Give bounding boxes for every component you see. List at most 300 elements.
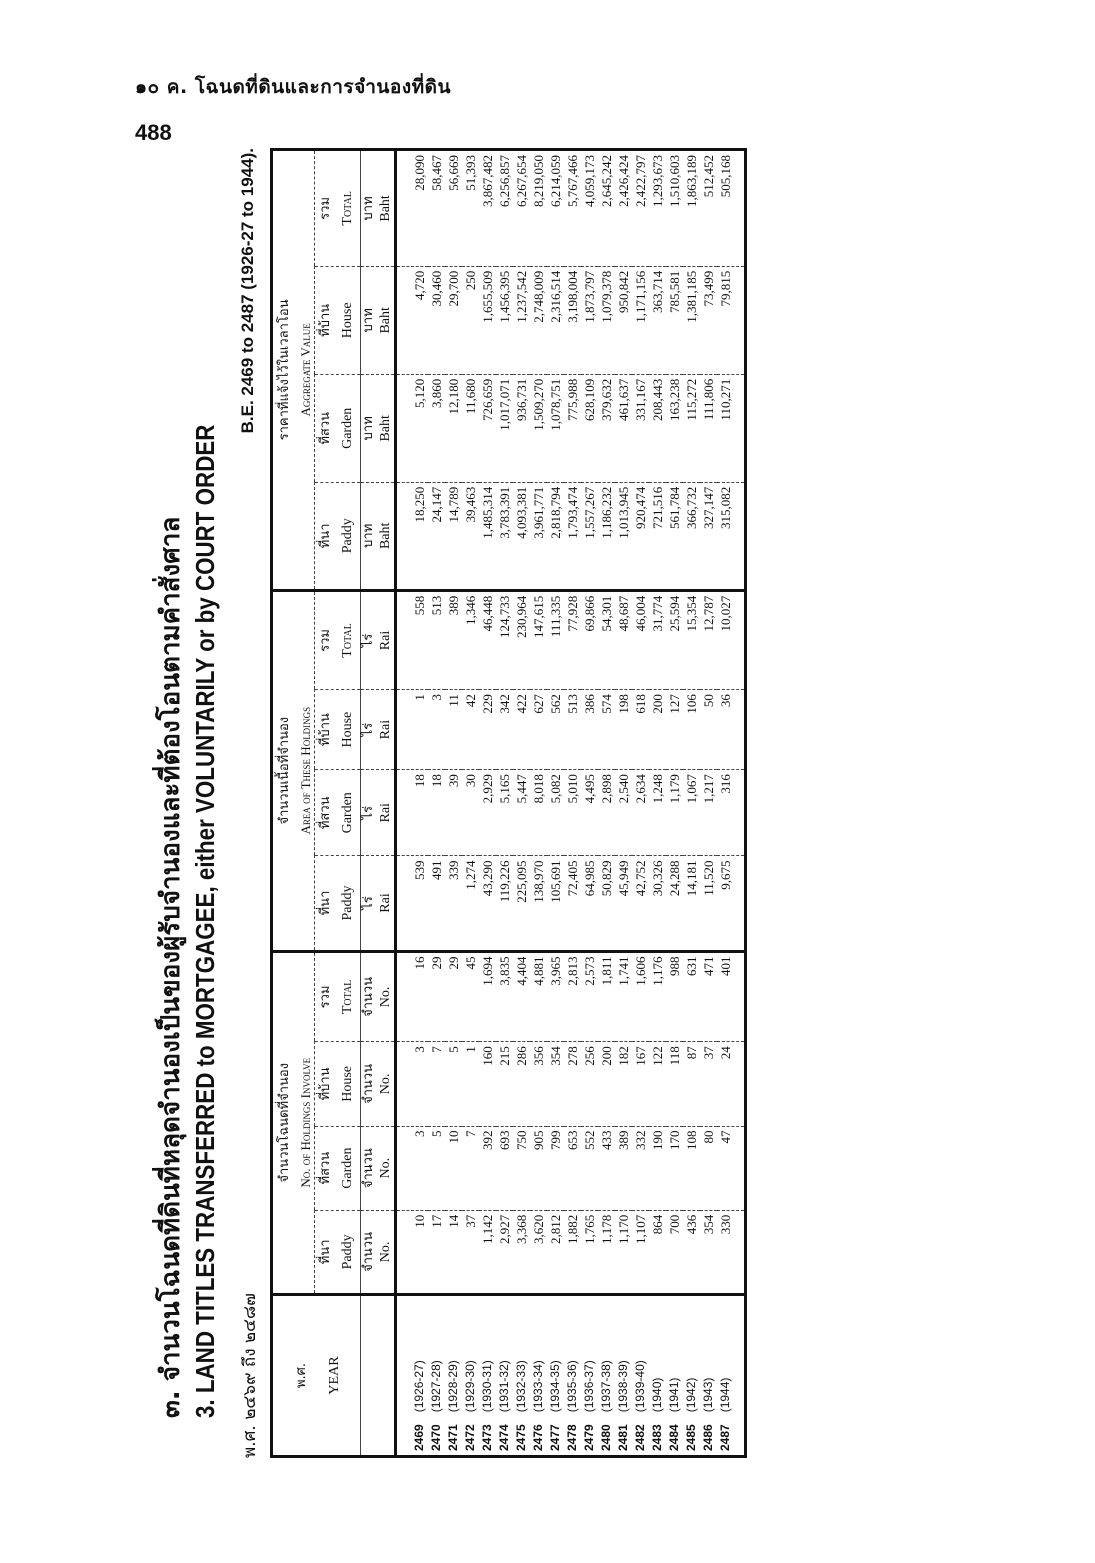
cell-v-house: 73,499 bbox=[700, 266, 717, 374]
cell-a-total: 147,615 bbox=[530, 590, 547, 689]
year-be: 2473 bbox=[480, 1424, 495, 1451]
cell-v-house: 29,700 bbox=[445, 266, 462, 374]
cell-v-house: 363,714 bbox=[649, 266, 666, 374]
unit-holdings: จำนวน No. bbox=[360, 951, 396, 1042]
cell-v-total: 2,426,424 bbox=[615, 150, 632, 267]
cell-v-paddy: 1,793,474 bbox=[564, 482, 581, 590]
cell-a-paddy: 339 bbox=[445, 856, 462, 951]
cell-h-total: 3,965 bbox=[547, 951, 564, 1042]
cell-v-garden: 1,078,751 bbox=[547, 374, 564, 482]
year-ce: (1935-36) bbox=[565, 1360, 580, 1413]
cell-a-house: 562 bbox=[547, 690, 564, 770]
cell-v-garden: 1,509,270 bbox=[530, 374, 547, 482]
cell-h-paddy: 1,107 bbox=[632, 1210, 649, 1294]
year-be: 2469 bbox=[412, 1424, 427, 1451]
cell-v-paddy: 14,789 bbox=[445, 482, 462, 590]
cell-a-paddy: 1,274 bbox=[462, 856, 479, 951]
cell-a-total: 25,594 bbox=[666, 590, 683, 689]
year-ce: (1928-29) bbox=[446, 1360, 461, 1413]
running-head: ๑๐ ค. โฉนดที่ดินและการจำนองที่ดิน bbox=[135, 76, 451, 98]
cell-h-house: 118 bbox=[666, 1042, 683, 1126]
year-cell bbox=[717, 1294, 746, 1456]
cell-a-total: 54,301 bbox=[598, 590, 615, 689]
cell-h-garden: 5 bbox=[428, 1126, 445, 1210]
cell-a-garden: 1,067 bbox=[683, 770, 700, 856]
cell-h-garden: 47 bbox=[717, 1126, 746, 1210]
cell-a-paddy: 50,829 bbox=[598, 856, 615, 951]
col-holdings-house: ที่บ้าน House bbox=[315, 1042, 361, 1126]
cell-h-garden: 799 bbox=[547, 1126, 564, 1210]
cell-h-paddy: 10 bbox=[396, 1210, 429, 1294]
unit-area: ไร่ Rai bbox=[360, 690, 396, 770]
cell-v-garden: 3,860 bbox=[428, 374, 445, 482]
year-be: 2480 bbox=[599, 1424, 614, 1451]
cell-v-garden: 5,120 bbox=[396, 374, 429, 482]
year-cell bbox=[530, 1294, 547, 1456]
cell-a-paddy: 491 bbox=[428, 856, 445, 951]
land-titles-table bbox=[270, 148, 747, 1458]
cell-h-garden: 389 bbox=[615, 1126, 632, 1210]
table-row bbox=[649, 150, 666, 1457]
value-group-header bbox=[272, 150, 315, 591]
cell-v-house: 950,842 bbox=[615, 266, 632, 374]
col-holdings-total: รวม Total bbox=[315, 951, 361, 1042]
cell-v-paddy: 3,961,771 bbox=[530, 482, 547, 590]
cell-h-garden: 750 bbox=[513, 1126, 530, 1210]
cell-h-house: 3 bbox=[396, 1042, 429, 1126]
col-value-house: ที่บ้าน House bbox=[315, 266, 361, 374]
cell-h-house: 37 bbox=[700, 1042, 717, 1126]
cell-v-garden: 11,680 bbox=[462, 374, 479, 482]
cell-h-paddy: 436 bbox=[683, 1210, 700, 1294]
cell-a-total: 111,335 bbox=[547, 590, 564, 689]
cell-a-paddy: 138,970 bbox=[530, 856, 547, 951]
table-titles bbox=[150, 148, 270, 1458]
cell-v-garden: 936,731 bbox=[513, 374, 530, 482]
cell-a-total: 513 bbox=[428, 590, 445, 689]
cell-a-total: 389 bbox=[445, 590, 462, 689]
cell-h-house: 278 bbox=[564, 1042, 581, 1126]
cell-a-garden: 18 bbox=[396, 770, 429, 856]
cell-h-total: 45 bbox=[462, 951, 479, 1042]
year-cell bbox=[445, 1294, 462, 1456]
year-cell bbox=[598, 1294, 615, 1456]
cell-h-house: 354 bbox=[547, 1042, 564, 1126]
value-group-thai: ราคาที่แจ้งไว้ในเวลาโอน bbox=[277, 299, 292, 441]
cell-v-garden: 163,238 bbox=[666, 374, 683, 482]
cell-v-garden: 110,271 bbox=[717, 374, 746, 482]
cell-a-garden: 5,082 bbox=[547, 770, 564, 856]
year-be: 2484 bbox=[667, 1424, 682, 1451]
cell-h-total: 988 bbox=[666, 951, 683, 1042]
cell-a-garden: 5,165 bbox=[496, 770, 513, 856]
table-row bbox=[564, 150, 581, 1457]
cell-h-garden: 693 bbox=[496, 1126, 513, 1210]
cell-a-total: 46,004 bbox=[632, 590, 649, 689]
cell-a-total: 1,346 bbox=[462, 590, 479, 689]
table-row bbox=[632, 150, 649, 1457]
cell-a-garden: 2,634 bbox=[632, 770, 649, 856]
cell-a-house: 1 bbox=[396, 690, 429, 770]
cell-h-total: 4,404 bbox=[513, 951, 530, 1042]
cell-a-garden: 4,495 bbox=[581, 770, 598, 856]
cell-v-total: 5,767,466 bbox=[564, 150, 581, 267]
year-header bbox=[272, 1294, 361, 1456]
year-ce: (1927-28) bbox=[429, 1360, 444, 1413]
cell-a-total: 31,774 bbox=[649, 590, 666, 689]
cell-v-house: 1,873,797 bbox=[581, 266, 598, 374]
year-cell bbox=[700, 1294, 717, 1456]
cell-a-paddy: 11,520 bbox=[700, 856, 717, 951]
cell-h-garden: 332 bbox=[632, 1126, 649, 1210]
cell-v-house: 785,581 bbox=[666, 266, 683, 374]
cell-a-total: 10,027 bbox=[717, 590, 746, 689]
cell-h-total: 16 bbox=[396, 951, 429, 1042]
cell-a-total: 124,733 bbox=[496, 590, 513, 689]
cell-a-house: 627 bbox=[530, 690, 547, 770]
unit-value: บาท Baht bbox=[360, 150, 396, 267]
cell-v-house: 1,237,542 bbox=[513, 266, 530, 374]
cell-v-paddy: 327,147 bbox=[700, 482, 717, 590]
cell-h-total: 631 bbox=[683, 951, 700, 1042]
cell-a-total: 558 bbox=[396, 590, 429, 689]
cell-v-total: 8,219,050 bbox=[530, 150, 547, 267]
cell-a-paddy: 539 bbox=[396, 856, 429, 951]
cell-a-house: 11 bbox=[445, 690, 462, 770]
year-cell bbox=[632, 1294, 649, 1456]
cell-v-paddy: 315,082 bbox=[717, 482, 746, 590]
year-be: 2470 bbox=[429, 1424, 444, 1451]
cell-v-house: 1,079,378 bbox=[598, 266, 615, 374]
cell-h-house: 167 bbox=[632, 1042, 649, 1126]
col-value-paddy: ที่นา Paddy bbox=[315, 482, 361, 590]
year-cell bbox=[396, 1294, 429, 1456]
table-row bbox=[666, 150, 683, 1457]
cell-a-garden: 1,179 bbox=[666, 770, 683, 856]
cell-h-total: 1,741 bbox=[615, 951, 632, 1042]
cell-a-garden: 1,217 bbox=[700, 770, 717, 856]
cell-a-paddy: 64,985 bbox=[581, 856, 598, 951]
cell-a-house: 513 bbox=[564, 690, 581, 770]
table-row bbox=[581, 150, 598, 1457]
cell-h-paddy: 1,170 bbox=[615, 1210, 632, 1294]
cell-h-garden: 7 bbox=[462, 1126, 479, 1210]
cell-h-house: 200 bbox=[598, 1042, 615, 1126]
cell-h-garden: 552 bbox=[581, 1126, 598, 1210]
cell-v-house: 1,381,185 bbox=[683, 266, 700, 374]
cell-h-total: 401 bbox=[717, 951, 746, 1042]
cell-a-paddy: 42,752 bbox=[632, 856, 649, 951]
cell-h-total: 29 bbox=[445, 951, 462, 1042]
cell-v-house: 1,171,156 bbox=[632, 266, 649, 374]
table-row bbox=[547, 150, 564, 1457]
cell-v-total: 58,467 bbox=[428, 150, 445, 267]
table-row bbox=[445, 150, 462, 1457]
holdings-group-en: No. of Holdings Involve bbox=[298, 1057, 313, 1188]
cell-a-total: 230,964 bbox=[513, 590, 530, 689]
cell-h-garden: 170 bbox=[666, 1126, 683, 1210]
cell-h-total: 29 bbox=[428, 951, 445, 1042]
cell-v-total: 4,059,173 bbox=[581, 150, 598, 267]
cell-v-total: 28,090 bbox=[396, 150, 429, 267]
cell-a-house: 127 bbox=[666, 690, 683, 770]
unit-area: ไร่ Rai bbox=[360, 770, 396, 856]
cell-v-paddy: 561,784 bbox=[666, 482, 683, 590]
cell-v-garden: 775,988 bbox=[564, 374, 581, 482]
year-cell bbox=[462, 1294, 479, 1456]
year-be: 2483 bbox=[650, 1424, 665, 1451]
cell-h-house: 1 bbox=[462, 1042, 479, 1126]
column-header-row bbox=[315, 150, 361, 1457]
cell-h-house: 87 bbox=[683, 1042, 700, 1126]
year-cell bbox=[479, 1294, 496, 1456]
cell-v-paddy: 2,818,794 bbox=[547, 482, 564, 590]
col-area-total: รวม Total bbox=[315, 590, 361, 689]
cell-a-paddy: 9,675 bbox=[717, 856, 746, 951]
cell-a-garden: 5,447 bbox=[513, 770, 530, 856]
cell-a-house: 229 bbox=[479, 690, 496, 770]
page-number: 488 bbox=[135, 120, 172, 145]
cell-a-garden: 2,540 bbox=[615, 770, 632, 856]
cell-v-paddy: 366,732 bbox=[683, 482, 700, 590]
year-ce: (1926-27) bbox=[412, 1360, 427, 1413]
cell-h-house: 7 bbox=[428, 1042, 445, 1126]
cell-h-paddy: 2,927 bbox=[496, 1210, 513, 1294]
col-holdings-paddy: ที่นา Paddy bbox=[315, 1210, 361, 1294]
unit-area: ไร่ Rai bbox=[360, 590, 396, 689]
cell-v-paddy: 3,783,391 bbox=[496, 482, 513, 590]
col-value-total: รวม Total bbox=[315, 150, 361, 267]
cell-a-total: 46,448 bbox=[479, 590, 496, 689]
table-row bbox=[462, 150, 479, 1457]
holdings-group-thai: จำนวนโฉนดที่จำนอง bbox=[277, 1062, 292, 1183]
unit-value: บาท Baht bbox=[360, 266, 396, 374]
cell-a-garden: 39 bbox=[445, 770, 462, 856]
cell-h-garden: 905 bbox=[530, 1126, 547, 1210]
cell-a-paddy: 30,326 bbox=[649, 856, 666, 951]
holdings-group-header bbox=[272, 951, 315, 1294]
table-row bbox=[428, 150, 445, 1457]
cell-v-house: 1,456,395 bbox=[496, 266, 513, 374]
cell-h-house: 182 bbox=[615, 1042, 632, 1126]
cell-a-paddy: 43,290 bbox=[479, 856, 496, 951]
cell-a-house: 50 bbox=[700, 690, 717, 770]
cell-a-garden: 8,018 bbox=[530, 770, 547, 856]
cell-v-house: 79,815 bbox=[717, 266, 746, 374]
table-row bbox=[396, 150, 429, 1457]
cell-v-total: 3,867,482 bbox=[479, 150, 496, 267]
cell-v-total: 1,293,673 bbox=[649, 150, 666, 267]
cell-a-total: 15,354 bbox=[683, 590, 700, 689]
cell-a-garden: 316 bbox=[717, 770, 746, 856]
cell-a-house: 200 bbox=[649, 690, 666, 770]
year-ce: (1929-30) bbox=[463, 1360, 478, 1413]
cell-a-paddy: 14,181 bbox=[683, 856, 700, 951]
cell-v-garden: 379,632 bbox=[598, 374, 615, 482]
table-title-thai: ๓. จำนวนโฉนดที่ดินที่หลุดจำนองเป็นของผู้รับจำนองและที่ต้องโอนตามคำสั่งศาล bbox=[156, 516, 186, 1418]
unit-holdings: จำนวน No. bbox=[360, 1126, 396, 1210]
cell-v-total: 6,267,654 bbox=[513, 150, 530, 267]
cell-v-house: 4,720 bbox=[396, 266, 429, 374]
cell-a-garden: 2,898 bbox=[598, 770, 615, 856]
cell-a-garden: 30 bbox=[462, 770, 479, 856]
year-be: 2482 bbox=[633, 1424, 648, 1451]
year-cell bbox=[581, 1294, 598, 1456]
table-row bbox=[479, 150, 496, 1457]
cell-a-garden: 2,929 bbox=[479, 770, 496, 856]
col-area-house: ที่บ้าน House bbox=[315, 690, 361, 770]
cell-a-house: 36 bbox=[717, 690, 746, 770]
cell-v-paddy: 18,250 bbox=[396, 482, 429, 590]
cell-a-house: 386 bbox=[581, 690, 598, 770]
unit-holdings: จำนวน No. bbox=[360, 1210, 396, 1294]
cell-h-house: 215 bbox=[496, 1042, 513, 1126]
year-be: 2476 bbox=[531, 1424, 546, 1451]
cell-h-paddy: 1,142 bbox=[479, 1210, 496, 1294]
year-be: 2486 bbox=[701, 1424, 716, 1451]
cell-a-total: 77,928 bbox=[564, 590, 581, 689]
cell-h-paddy: 864 bbox=[649, 1210, 666, 1294]
table-row bbox=[598, 150, 615, 1457]
cell-h-house: 24 bbox=[717, 1042, 746, 1126]
cell-v-garden: 111,806 bbox=[700, 374, 717, 482]
cell-h-garden: 433 bbox=[598, 1126, 615, 1210]
year-ce: (1941) bbox=[667, 1377, 682, 1413]
cell-h-garden: 3 bbox=[396, 1126, 429, 1210]
cell-h-paddy: 354 bbox=[700, 1210, 717, 1294]
unit-value: บาท Baht bbox=[360, 482, 396, 590]
cell-a-house: 42 bbox=[462, 690, 479, 770]
cell-a-garden: 18 bbox=[428, 770, 445, 856]
year-ce: (1937-38) bbox=[599, 1360, 614, 1413]
cell-a-house: 422 bbox=[513, 690, 530, 770]
cell-h-total: 471 bbox=[700, 951, 717, 1042]
cell-v-total: 2,422,797 bbox=[632, 150, 649, 267]
cell-v-garden: 726,659 bbox=[479, 374, 496, 482]
cell-v-house: 2,316,514 bbox=[547, 266, 564, 374]
cell-v-total: 1,863,189 bbox=[683, 150, 700, 267]
table-row bbox=[530, 150, 547, 1457]
cell-v-garden: 115,272 bbox=[683, 374, 700, 482]
unit-holdings: จำนวน No. bbox=[360, 1042, 396, 1126]
cell-h-house: 256 bbox=[581, 1042, 598, 1126]
cell-v-paddy: 24,147 bbox=[428, 482, 445, 590]
year-header-thai: พ.ศ. bbox=[293, 1362, 309, 1389]
cell-h-paddy: 3,620 bbox=[530, 1210, 547, 1294]
year-cell bbox=[649, 1294, 666, 1456]
period-thai: พ.ศ. ๒๔๖๙ ถึง ๒๔๘๗ bbox=[240, 1293, 260, 1458]
cell-a-paddy: 225,095 bbox=[513, 856, 530, 951]
col-area-garden: ที่สวน Garden bbox=[315, 770, 361, 856]
cell-h-total: 4,881 bbox=[530, 951, 547, 1042]
cell-v-garden: 628,109 bbox=[581, 374, 598, 482]
cell-h-total: 1,176 bbox=[649, 951, 666, 1042]
cell-h-garden: 392 bbox=[479, 1126, 496, 1210]
table-row bbox=[717, 150, 746, 1457]
cell-h-paddy: 1,765 bbox=[581, 1210, 598, 1294]
year-ce: (1934-35) bbox=[548, 1360, 563, 1413]
cell-h-garden: 108 bbox=[683, 1126, 700, 1210]
year-cell bbox=[683, 1294, 700, 1456]
cell-a-house: 3 bbox=[428, 690, 445, 770]
cell-h-paddy: 14 bbox=[445, 1210, 462, 1294]
year-ce: (1940) bbox=[650, 1377, 665, 1413]
cell-v-garden: 208,443 bbox=[649, 374, 666, 482]
year-cell bbox=[428, 1294, 445, 1456]
year-cell bbox=[666, 1294, 683, 1456]
cell-h-house: 356 bbox=[530, 1042, 547, 1126]
cell-a-garden: 1,248 bbox=[649, 770, 666, 856]
year-be: 2485 bbox=[684, 1424, 699, 1451]
year-ce: (1944) bbox=[718, 1377, 733, 1413]
cell-h-garden: 80 bbox=[700, 1126, 717, 1210]
cell-h-paddy: 1,178 bbox=[598, 1210, 615, 1294]
area-group-header bbox=[272, 590, 315, 951]
cell-a-house: 106 bbox=[683, 690, 700, 770]
cell-h-total: 1,606 bbox=[632, 951, 649, 1042]
cell-v-house: 1,655,509 bbox=[479, 266, 496, 374]
table-row bbox=[513, 150, 530, 1457]
table-row bbox=[615, 150, 632, 1457]
cell-a-paddy: 72,405 bbox=[564, 856, 581, 951]
year-be: 2475 bbox=[514, 1424, 529, 1451]
cell-h-garden: 190 bbox=[649, 1126, 666, 1210]
year-ce: (1938-39) bbox=[616, 1360, 631, 1413]
year-cell bbox=[513, 1294, 530, 1456]
year-cell bbox=[547, 1294, 564, 1456]
cell-v-paddy: 1,485,314 bbox=[479, 482, 496, 590]
year-cell bbox=[564, 1294, 581, 1456]
cell-v-garden: 1,017,071 bbox=[496, 374, 513, 482]
year-be: 2479 bbox=[582, 1424, 597, 1451]
cell-h-total: 1,694 bbox=[479, 951, 496, 1042]
cell-v-garden: 461,637 bbox=[615, 374, 632, 482]
year-be: 2472 bbox=[463, 1424, 478, 1451]
cell-v-paddy: 920,474 bbox=[632, 482, 649, 590]
cell-v-paddy: 39,463 bbox=[462, 482, 479, 590]
cell-h-garden: 10 bbox=[445, 1126, 462, 1210]
cell-h-total: 1,811 bbox=[598, 951, 615, 1042]
year-ce: (1933-34) bbox=[531, 1360, 546, 1413]
cell-a-house: 342 bbox=[496, 690, 513, 770]
cell-h-paddy: 37 bbox=[462, 1210, 479, 1294]
period-english: B.E. 2469 to 2487 (1926-27 to 1944). bbox=[238, 148, 257, 434]
units-year-blank bbox=[360, 1294, 396, 1456]
year-be: 2487 bbox=[718, 1424, 733, 1451]
cell-h-paddy: 3,368 bbox=[513, 1210, 530, 1294]
cell-h-house: 5 bbox=[445, 1042, 462, 1126]
col-value-garden: ที่สวน Garden bbox=[315, 374, 361, 482]
cell-v-garden: 12,180 bbox=[445, 374, 462, 482]
cell-v-total: 2,645,242 bbox=[598, 150, 615, 267]
area-group-en: Area of These Holdings bbox=[298, 706, 313, 835]
year-cell bbox=[615, 1294, 632, 1456]
cell-v-total: 1,510,603 bbox=[666, 150, 683, 267]
year-ce: (1942) bbox=[684, 1377, 699, 1413]
cell-h-total: 3,835 bbox=[496, 951, 513, 1042]
unit-area: ไร่ Rai bbox=[360, 856, 396, 951]
cell-v-paddy: 1,557,267 bbox=[581, 482, 598, 590]
cell-v-house: 2,748,009 bbox=[530, 266, 547, 374]
cell-a-paddy: 45,949 bbox=[615, 856, 632, 951]
year-header-en: YEAR bbox=[326, 1356, 342, 1395]
year-ce: (1939-40) bbox=[633, 1360, 648, 1413]
cell-h-total: 2,813 bbox=[564, 951, 581, 1042]
cell-a-house: 618 bbox=[632, 690, 649, 770]
cell-a-total: 12,787 bbox=[700, 590, 717, 689]
cell-v-total: 56,669 bbox=[445, 150, 462, 267]
cell-h-garden: 653 bbox=[564, 1126, 581, 1210]
